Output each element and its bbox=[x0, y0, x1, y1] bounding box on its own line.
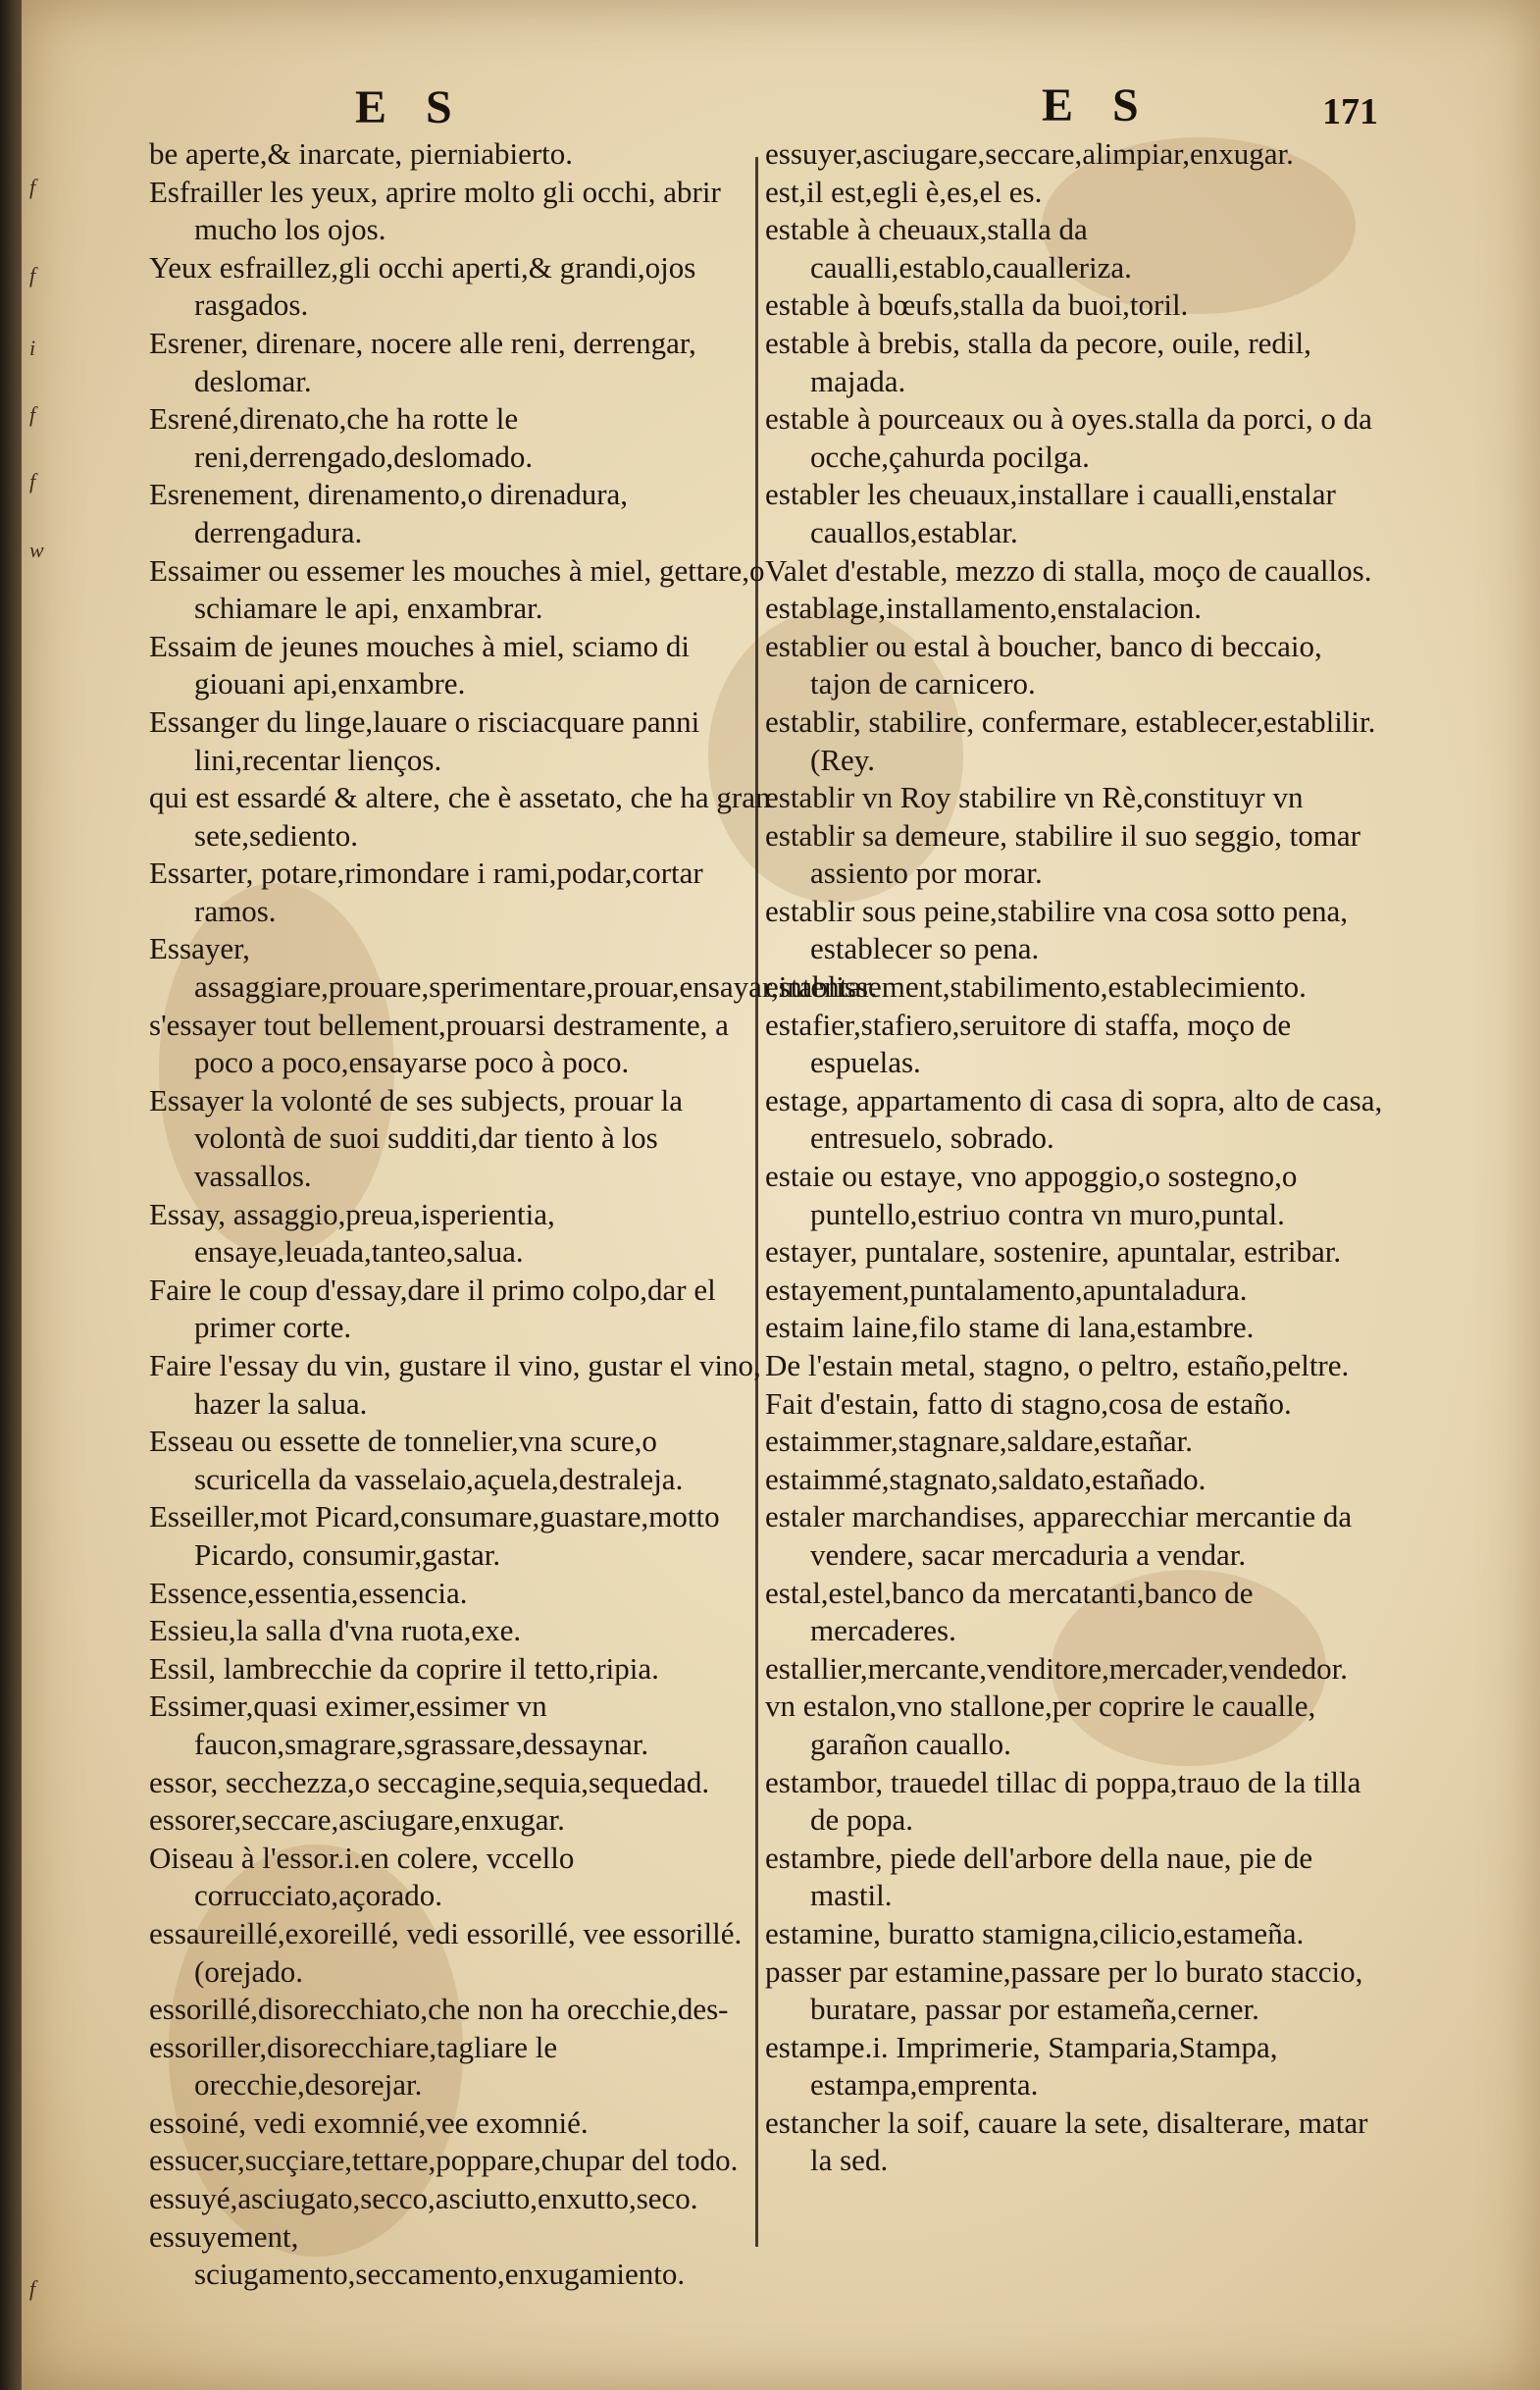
dictionary-entry: estaim laine,filo stame di lana,estambre. bbox=[765, 1310, 1255, 1345]
dictionary-entry: establer les cheuaux,installare i caualli,enstalar cauallos,establar. bbox=[765, 477, 1336, 549]
margin-mark: f bbox=[29, 469, 36, 494]
dictionary-entry: estaler marchandises, apparecchiar mercantie da vendere, sacar mercaduria a vendar. bbox=[765, 1499, 1353, 1572]
dictionary-entry: Esrenement, direnamento,o direnadura, derrengadura. bbox=[149, 477, 629, 549]
dictionary-entry: estamine, buratto stamigna,cilicio,estameña. bbox=[765, 1915, 1305, 1950]
book-gutter bbox=[0, 0, 22, 2390]
dictionary-entry: Faire l'essay du vin, gustare il vino, gustar el vino, hazer la salua. bbox=[149, 1348, 761, 1421]
dictionary-entry: Esrener, direnare, nocere alle reni, derrengar, deslomar. bbox=[149, 325, 696, 398]
dictionary-entry: estaimmé,stagnato,saldato,estañado. bbox=[765, 1461, 1206, 1496]
dictionary-entry: Oiseau à l'essor.i.en colere, vccello corrucciato,açorado. bbox=[149, 1840, 575, 1913]
dictionary-entry: establir sous peine,stabilire vna cosa sotto pena, establecer so pena. bbox=[765, 893, 1349, 966]
margin-mark: f bbox=[29, 263, 36, 287]
dictionary-entry: estancher la soif, cauare la sete, disalterare, matar la sed. bbox=[765, 2104, 1368, 2178]
right-column bbox=[765, 135, 1385, 2180]
dictionary-entry: Essimer,quasi eximer,essimer vn faucon,smagrare,sgrassare,dessaynar. bbox=[149, 1689, 649, 1761]
dictionary-entry: Essence,essentia,essencia. bbox=[149, 1575, 468, 1610]
dictionary-entry: qui est essardé & altere, che è assetato, che ha gran sete,sediento. bbox=[149, 780, 771, 853]
dictionary-entry: estable à brebis, stalla da pecore, ouile, redil, majada. bbox=[765, 325, 1311, 398]
dictionary-entry: passer par estamine,passare per lo burato staccio, buratare, passar por estameña,cerner. bbox=[765, 1953, 1363, 2027]
dictionary-entry: Esrené,direnato,che ha rotte le reni,derrengado,deslomado. bbox=[149, 401, 534, 474]
page-number: 171 bbox=[1322, 91, 1378, 132]
dictionary-entry: Essay, assaggio,preua,isperientia, ensaye,leuada,tanteo,salua. bbox=[149, 1196, 555, 1270]
dictionary-entry: establir vn Roy stabilire vn Rè,constituyr vn bbox=[765, 780, 1304, 815]
dictionary-entry: Essaim de jeunes mouches à miel, sciamo di giouani api,enxambre. bbox=[149, 628, 690, 701]
dictionary-entry: estayement,puntalamento,apuntaladura. bbox=[765, 1272, 1248, 1307]
dictionary-entry: establir, stabilire, confermare, establecer,establilir. (Rey. bbox=[765, 703, 1376, 777]
dictionary-entry: estage, appartamento di casa di sopra, alto de casa, entresuelo, sobrado. bbox=[765, 1082, 1383, 1156]
dictionary-entry: estable à cheuaux,stalla da caualli,establo,caualleriza. bbox=[765, 212, 1132, 285]
dictionary-entry: establier ou estal à boucher, banco di beccaio, tajon de carnicero. bbox=[765, 628, 1322, 701]
dictionary-entry: essoriller,disorecchiare,tagliare le orecchie,desorejar. bbox=[149, 2029, 558, 2103]
book-page bbox=[22, 0, 1540, 2390]
dictionary-entry: Esfrailler les yeux, aprire molto gli occhi, abrir mucho los ojos. bbox=[149, 174, 721, 247]
dictionary-entry: est,il est,egli è,es,el es. bbox=[765, 174, 1043, 209]
margin-mark: f bbox=[29, 2276, 36, 2301]
dictionary-entry: estambor, trauedel tillac di poppa,trauo de la tilla de popa. bbox=[765, 1764, 1361, 1838]
margin-mark: f bbox=[29, 402, 36, 427]
dictionary-entry: estable à pourceaux ou à oyes.stalla da porci, o da ocche,çahurda pocilga. bbox=[765, 401, 1372, 474]
dictionary-entry: estaimmer,stagnare,saldare,estañar. bbox=[765, 1424, 1193, 1459]
margin-mark: i bbox=[29, 336, 36, 360]
dictionary-entry: estaie ou estaye, vno appoggio,o sostegno,o puntello,estriuo contra vn muro,puntal. bbox=[765, 1159, 1298, 1231]
left-column bbox=[149, 135, 878, 2294]
dictionary-entry: Faire le coup d'essay,dare il primo colpo,dar el primer corte. bbox=[149, 1272, 716, 1345]
dictionary-entry: establissement,stabilimento,establecimiento. bbox=[765, 969, 1307, 1005]
running-head-left: E S bbox=[355, 81, 466, 133]
dictionary-entry: estafier,stafiero,seruitore di staffa, moço de espuelas. bbox=[765, 1007, 1292, 1080]
margin-mark: w bbox=[29, 538, 44, 562]
dictionary-entry: Essil, lambrecchie da coprire il tetto,ripia. bbox=[149, 1650, 659, 1686]
dictionary-entry: Essarter, potare,rimondare i rami,podar,cortar ramos. bbox=[149, 856, 703, 928]
dictionary-entry: Essieu,la salla d'vna ruota,exe. bbox=[149, 1613, 522, 1648]
dictionary-entry: estal,estel,banco da mercatanti,banco de mercaderes. bbox=[765, 1575, 1254, 1648]
dictionary-entry: Fait d'estain, fatto di stagno,cosa de estaño. bbox=[765, 1385, 1292, 1421]
running-head-right: E S bbox=[1042, 79, 1153, 131]
dictionary-entry: vn estalon,vno stallone,per coprire le caualle, garañon cauallo. bbox=[765, 1689, 1316, 1761]
dictionary-entry: Essayer, assaggiare,prouare,sperimentare,prouar,ensayar,intentar. bbox=[149, 931, 878, 1005]
dictionary-entry: be aperte,& inarcate, pierniabierto. bbox=[149, 136, 574, 171]
dictionary-entry: Essanger du linge,lauare o risciacquare panni lini,recentar lienços. bbox=[149, 703, 700, 777]
dictionary-entry: estambre, piede dell'arbore della naue, pie de mastil. bbox=[765, 1840, 1313, 1913]
dictionary-entry: essorillé,disorecchiato,che non ha orecchie,des- bbox=[149, 1992, 729, 2027]
dictionary-entry: estallier,mercante,venditore,mercader,vendedor. bbox=[765, 1650, 1348, 1686]
dictionary-entry: essorer,seccare,asciugare,enxugar. bbox=[149, 1802, 565, 1838]
dictionary-entry: estampe.i. Imprimerie, Stamparia,Stampa, estampa,emprenta. bbox=[765, 2029, 1278, 2103]
dictionary-entry: essuyé,asciugato,secco,asciutto,enxutto,seco. bbox=[149, 2181, 698, 2216]
dictionary-entry: essaureillé,exoreillé, vedi essorillé, vee essorillé. (orejado. bbox=[149, 1915, 743, 1989]
dictionary-entry: Valet d'estable, mezzo di stalla, moço de cauallos. bbox=[765, 552, 1372, 588]
dictionary-entry: essoiné, vedi exomnié,vee exomnié. bbox=[149, 2104, 589, 2140]
dictionary-entry: Esseiller,mot Picard,consumare,guastare,motto Picardo, consumir,gastar. bbox=[149, 1499, 720, 1572]
dictionary-entry: essuyer,asciugare,seccare,alimpiar,enxugar. bbox=[765, 136, 1294, 171]
dictionary-entry: Essayer la volonté de ses subjects, prouar la volontà de suoi sudditi,dar tiento à los vassallos. bbox=[149, 1082, 684, 1194]
dictionary-entry: Esseau ou essette de tonnelier,vna scure,o scuricella da vasselaio,açuela,destraleja. bbox=[149, 1424, 684, 1496]
dictionary-entry: Yeux esfraillez,gli occhi aperti,& grandi,ojos rasgados. bbox=[149, 249, 696, 323]
dictionary-entry: establir sa demeure, stabilire il suo seggio, tomar assiento por morar. bbox=[765, 817, 1360, 891]
dictionary-entry: establage,installamento,enstalacion. bbox=[765, 591, 1203, 626]
dictionary-entry: essucer,sucçiare,tettare,poppare,chupar del todo. bbox=[149, 2143, 739, 2178]
dictionary-entry: s'essayer tout bellement,prouarsi destramente, a poco a poco,ensayarse poco à poco. bbox=[149, 1007, 729, 1080]
dictionary-entry: Essaimer ou essemer les mouches à miel, gettare,o schiamare le api, enxambrar. bbox=[149, 552, 765, 626]
dictionary-entry: essor, secchezza,o seccagine,sequia,sequedad. bbox=[149, 1764, 710, 1799]
margin-mark: f bbox=[29, 175, 36, 199]
dictionary-entry: estable à bœufs,stalla da buoi,toril. bbox=[765, 287, 1189, 323]
dictionary-entry: essuyement, sciugamento,seccamento,enxugamiento. bbox=[149, 2218, 686, 2292]
dictionary-entry: estayer, puntalare, sostenire, apuntalar, estribar. bbox=[765, 1234, 1342, 1270]
dictionary-entry: De l'estain metal, stagno, o peltro, estaño,peltre. bbox=[765, 1348, 1350, 1382]
